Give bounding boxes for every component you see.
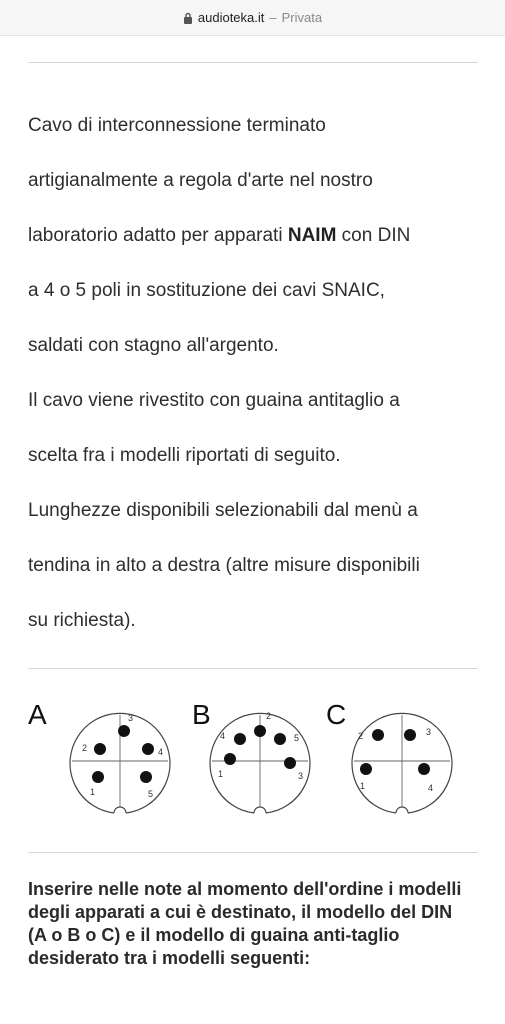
diagram-letter: A bbox=[28, 699, 47, 730]
pin-label: 4 bbox=[220, 731, 226, 741]
description-line: tendina in alto a destra (altre misure disponibili bbox=[28, 555, 420, 576]
pin-label: 4 bbox=[428, 783, 434, 793]
description-line bbox=[28, 208, 488, 263]
divider-top bbox=[28, 62, 478, 63]
description-text: con DIN bbox=[336, 225, 411, 246]
diagram-letter: B bbox=[192, 699, 211, 730]
pin-label: 5 bbox=[294, 733, 300, 743]
pin-label: 3 bbox=[426, 727, 432, 737]
description-line: Il cavo viene rivestito con guaina antitaglio a bbox=[28, 390, 400, 411]
description-text: laboratorio adatto per apparati bbox=[28, 225, 288, 246]
pin-label: 2 bbox=[266, 711, 272, 721]
din-connector-b-icon bbox=[206, 707, 314, 819]
description-line: su richiesta). bbox=[28, 610, 136, 631]
diagram-letter: C bbox=[326, 699, 347, 730]
description-line: artigianalmente a regola d'arte nel nostro bbox=[28, 170, 373, 191]
description-line: scelta fra i modelli riportati di seguito. bbox=[28, 445, 341, 466]
pin-label: 1 bbox=[360, 781, 366, 791]
url-domain: audioteka.it bbox=[197, 10, 265, 25]
pin-label: 1 bbox=[218, 769, 224, 779]
brand-naim: NAIM bbox=[287, 225, 337, 246]
pin-label: 2 bbox=[358, 731, 364, 741]
pin-label: 1 bbox=[90, 787, 96, 797]
din-connector-a-icon bbox=[66, 707, 174, 819]
pin-label: 5 bbox=[148, 789, 154, 799]
product-description bbox=[28, 98, 488, 648]
pin-label: 3 bbox=[298, 771, 304, 781]
private-mode-label: Privata bbox=[281, 10, 323, 25]
order-note: Inserire nelle note al momento dell'ordine i modelli degli apparati a cui è destinato, il modello del DIN (A o B o C) e il modello di guaina anti-taglio desiderato tra i modelli seguenti: bbox=[28, 879, 462, 968]
pin-label: 2 bbox=[82, 743, 88, 753]
divider-bottom bbox=[28, 852, 478, 853]
description-line: saldati con stagno all'argento. bbox=[28, 335, 279, 356]
description-line: Lunghezze disponibili selezionabili dal menù a bbox=[28, 500, 418, 521]
browser-address-bar[interactable] bbox=[0, 0, 505, 36]
divider-middle bbox=[28, 668, 478, 669]
din-connector-c-icon bbox=[348, 707, 456, 819]
description-line: Cavo di interconnessione terminato bbox=[28, 115, 326, 136]
din-diagrams bbox=[28, 695, 478, 825]
description-line: a 4 o 5 poli in sostituzione dei cavi SNAIC, bbox=[28, 280, 385, 301]
url-separator: – bbox=[269, 10, 277, 25]
pin-label: 3 bbox=[128, 713, 134, 723]
lock-icon bbox=[183, 12, 193, 24]
pin-label: 4 bbox=[158, 747, 164, 757]
